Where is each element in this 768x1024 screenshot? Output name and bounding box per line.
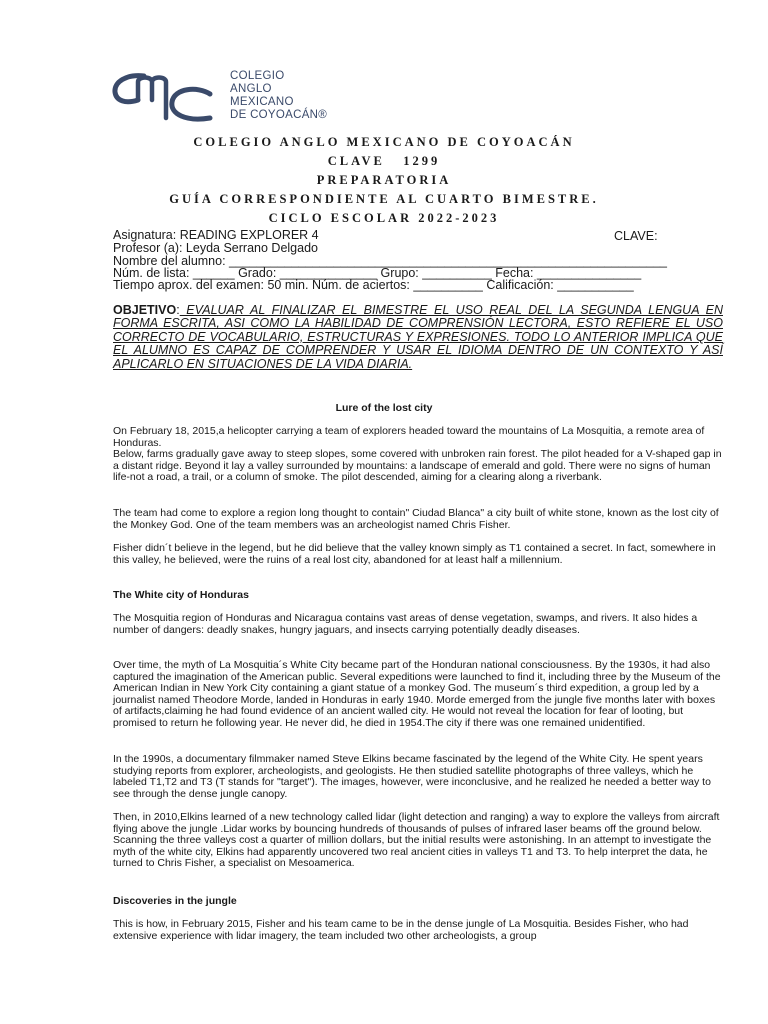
school-level: PREPARATORIA [316,173,452,187]
logo-line-2: ANGLO [230,83,272,95]
objetivo-text: EVALUAR AL FINALIZAR EL BIMESTRE EL USO REAL DEL LA SEGUNDA LENGUA EN FORMA ESCRITA, ASI COMO LA HABILIDAD DE COMPRENSIÓN LECTORA, ESTO REFIERE EL USO CORRECTO DE VOCABULARIO, ESTRUCTURAS Y EXPRESIONES. TODO LO ANTERIOR IMPLICA QUE EL ALUMNO ES CAPAZ DE COMPRENDER Y USAR EL IDIOMA DENTRO DE UN CONTEXTO Y ASÍ APLICARLO EN SITUACIONES DE LA VIDA DIARIA. [113,303,723,371]
logo-line-3: MEXICANO [230,96,294,108]
logo-wordmark [230,70,327,122]
lista-line: Núm. de lista: ______ Grado: ______________ Grupo: __________ Fecha: _______________ [113,266,642,280]
paragraph-2: Below, farms gradually gave away to steep slopes, some covered with unbroken rain forest. The pilot headed for a V-shaped gap in a distant ridge. Beyond it lay a valley surrounded by mountains: a landscape of emerald and gold. There were no signs of human life-not a road, a trail, or a column of smoke. The pilot descended, aiming for a clearing along a riverbank. [113,448,722,484]
clave-label: CLAVE: [614,229,658,243]
logo-line-1: COLEGIO [230,70,285,82]
tiempo-line: Tiempo aprox. del examen: 50 min. Núm. de aciertos: __________ Calificación: ___________ [113,278,634,292]
subheading-white-city: The White city of Honduras [113,589,249,601]
paragraph-7: In the 1990s, a documentary filmmaker named Steve Elkins became fascinated by the legend of the White City. He spent years studying reports from explorer, archeologists, and geologists. He then studied satellite photographs of three valleys, which he labeled T1,T2 and T3 (T stands for "target"). The images, however, were inconclusive, and he realized he needed a better way to see through the dense jungle canopy. [113,753,711,800]
reading-title: Lure of the lost city [335,402,433,414]
school-cycle: CICLO ESCOLAR 2022-2023 [268,211,500,225]
paragraph-9: This is how, in February 2015, Fisher and his team came to be in the dense jungle of La Mosquitia. Besides Fisher, who had extensive experience with lidar imagery, the team included two other archeologists, a group [113,918,689,942]
objetivo-colon: : [176,303,180,317]
paragraph-4: Fisher didn´t believe in the legend, but he did believe that the valley known simply as T1 contained a secret. In fact, somewhere in this valley, he believed, were the ruins of a real lost city, abandoned for at least half a millennium. [113,542,716,566]
objetivo-block [113,304,723,371]
paragraph-8: Then, in 2010,Elkins learned of a new technology called lidar (light detection and ranging) a way to explore the valleys from aircraft flying above the jungle .Lidar works by bouncing hundreds of thousands of pulses of infrared laser beams off the ground below. Scanning the three valleys cost a quarter of million dollars, but the initial results were astonishing. In an attempt to investigate the myth of the white city, Elkins had apparently uncovered two real ancient cities in valleys T1 and T3. To help interpret the data, he turned to Chris Fisher, a specialist on Mesoamerica. [113,811,720,870]
profesor-line: Profesor (a): Leyda Serrano Delgado [113,241,318,255]
school-name: COLEGIO ANGLO MEXICANO DE COYOACÁN [193,135,575,149]
objetivo-label: OBJETIVO [113,303,177,317]
paragraph-3: The team had come to explore a region long thought to contain" Ciudad Blanca" a city built of white stone, known as the lost city of the Monkey God. One of the team members was an archeologist named Chris Fisher. [113,507,719,531]
asignatura-line: Asignatura: READING EXPLORER 4 [113,228,319,242]
school-clave: CLAVE 1299 [327,154,441,168]
alumno-line: Nombre del alumno: _______________________________________________________________ [113,254,667,268]
guide-title: GUÍA CORRESPONDIENTE AL CUARTO BIMESTRE. [169,192,599,206]
logo-line-4: DE COYOACÁN® [230,109,328,121]
paragraph-6: Over time, the myth of La Mosquitia´s White City became part of the Honduran national consciousness. By the 1930s, it had also captured the imagination of the American public. Several expeditions were launched to find it, including three by the Museum of the American Indian in New York City containing a giant statue of a monkey God. The museum´s third expedition, a group led by a journalist named Theodore Morde, landed in Honduras in early 1940. Morde emerged from the jungle five months later with boxes of artifacts,claiming he had found evidence of an ancient walled city. He would not reveal the location for fear of looting, but promised to return he following year. He never did, he died in 1954.The city if there was one remained unidentified. [113,659,721,729]
school-logo-icon [112,68,222,128]
subheading-discoveries: Discoveries in the jungle [113,895,237,907]
paragraph-5: The Mosquitia region of Honduras and Nicaragua contains vast areas of dense vegetation, swamps, and rivers. It also hides a number of dangers: deadly snakes, hungry jaguars, and insects carrying potentially deadly diseases. [113,612,698,636]
paragraph-1: On February 18, 2015,a helicopter carrying a team of explorers headed toward the mountains of La Mosquitia, a remote area of Honduras. [113,425,705,449]
